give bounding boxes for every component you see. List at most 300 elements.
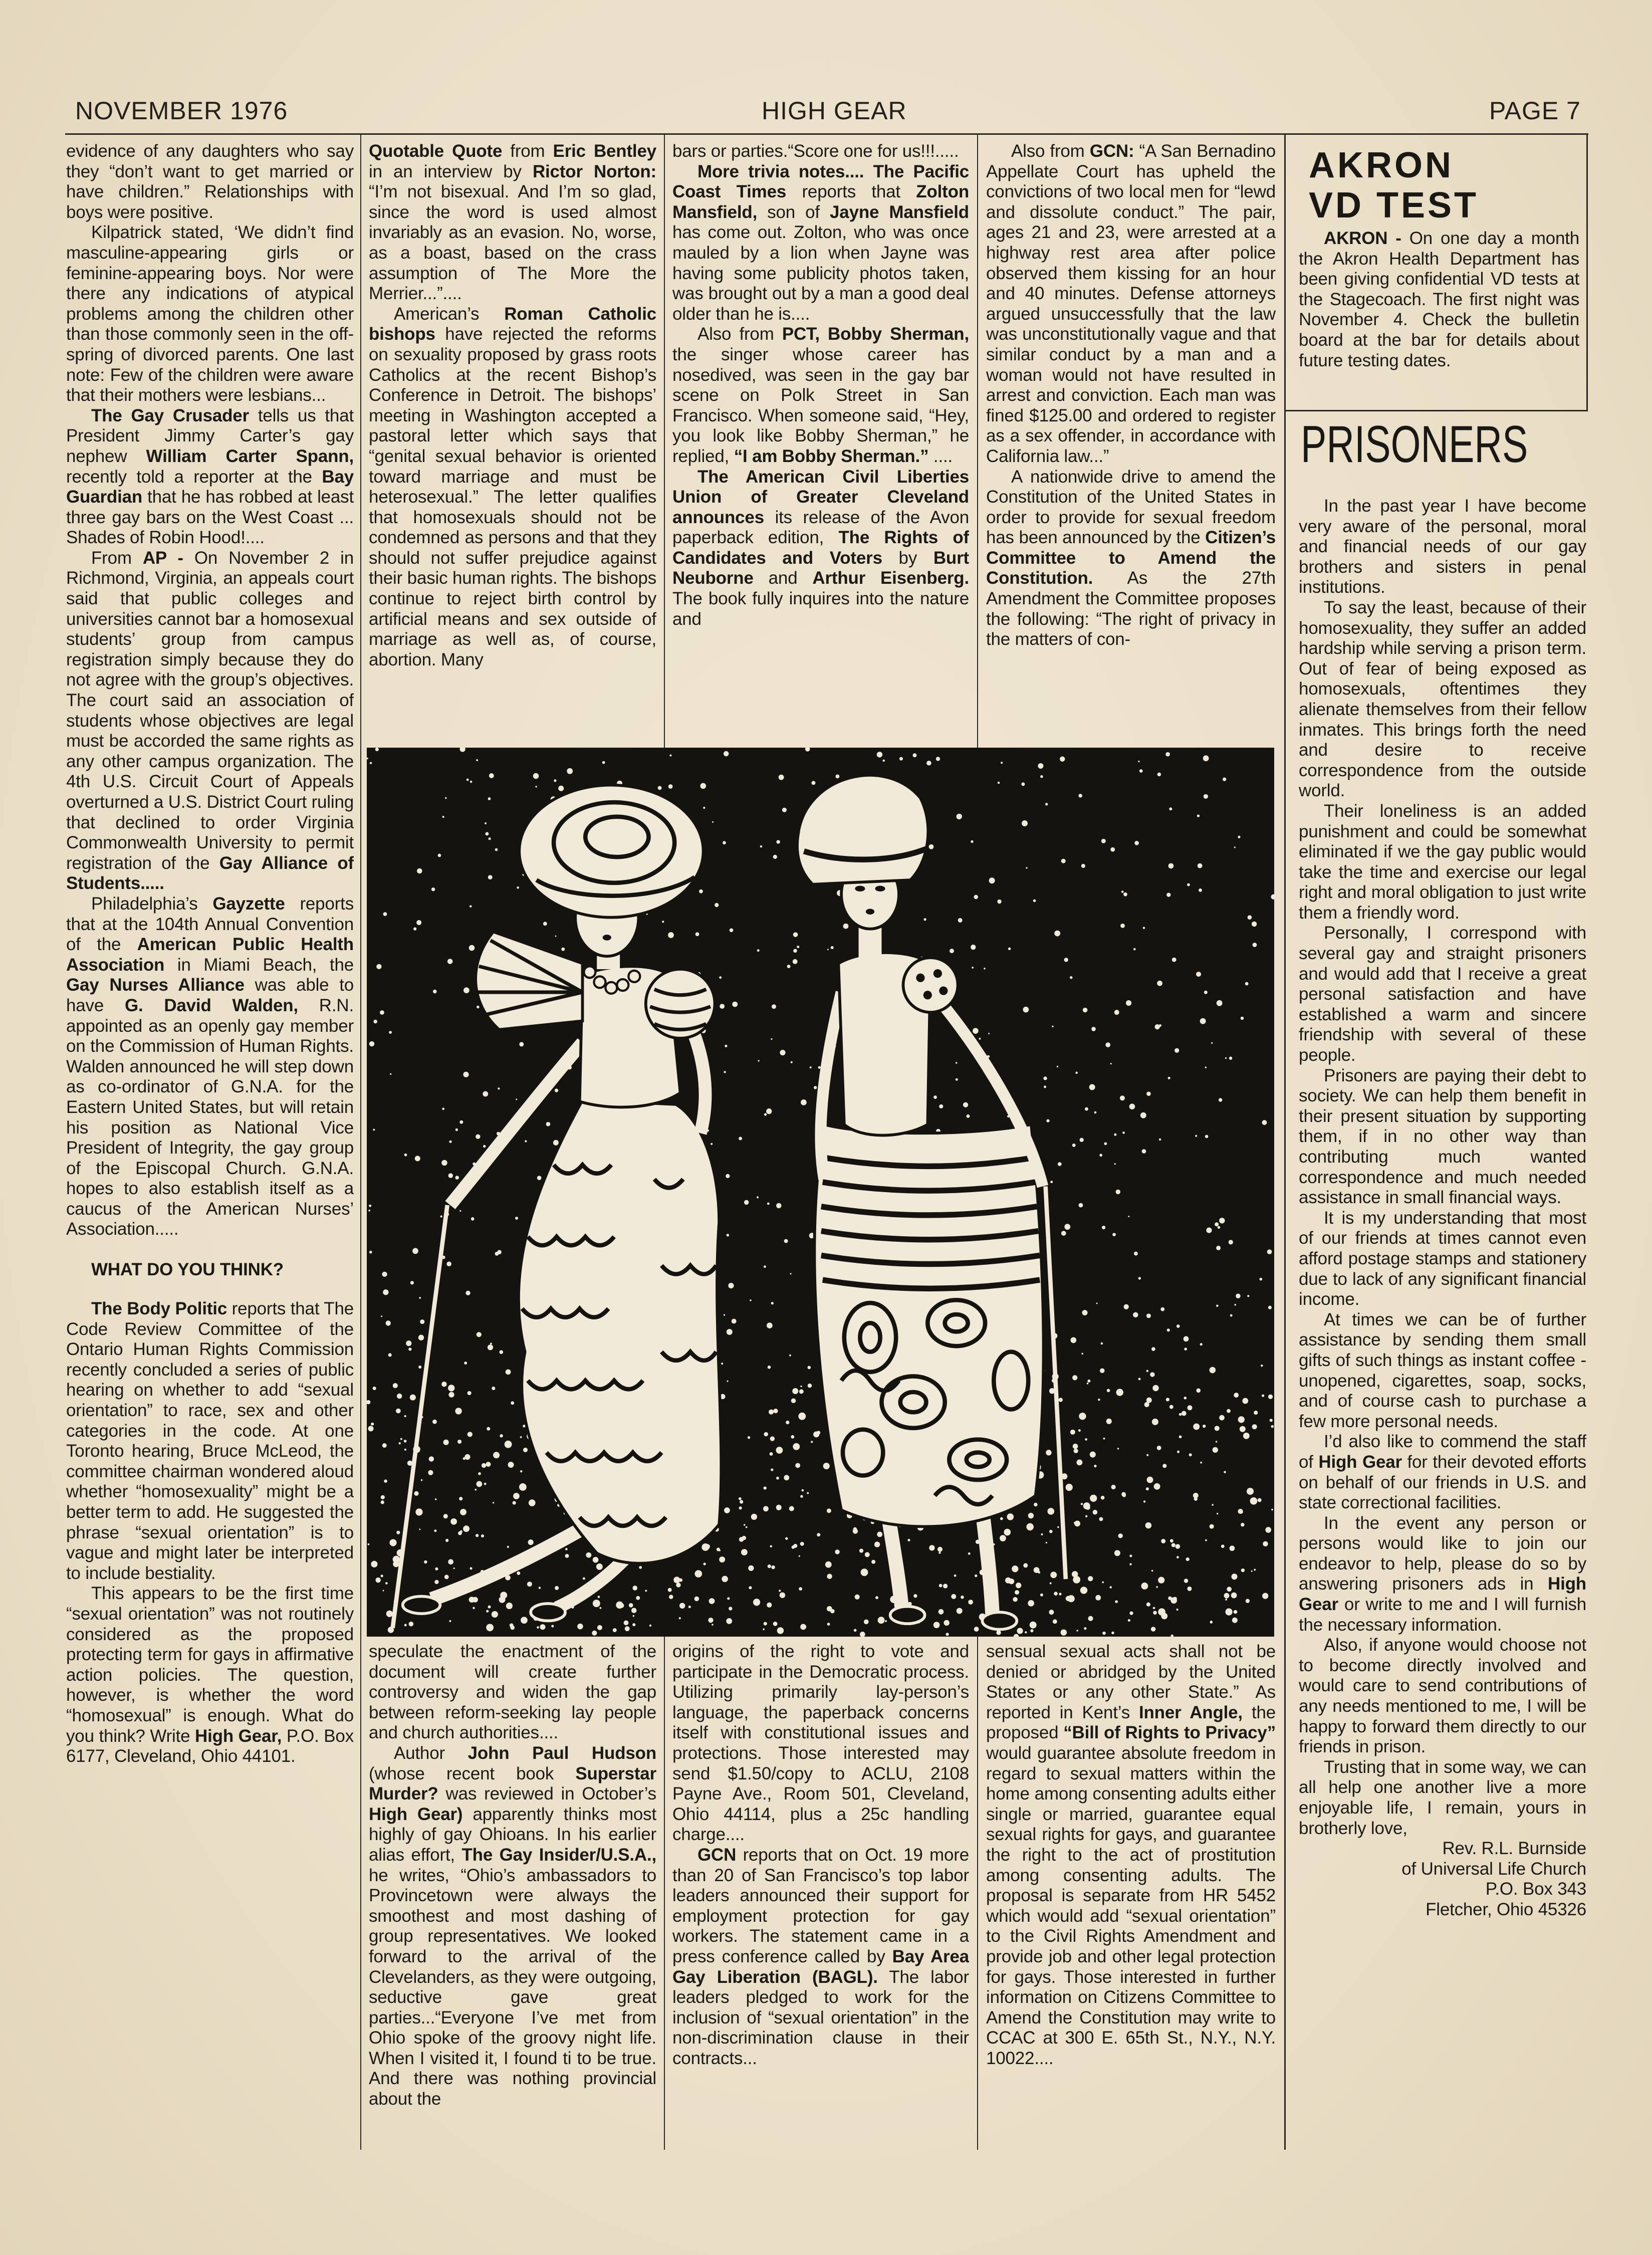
speckle-dot	[719, 1549, 721, 1551]
speckle-dot	[771, 1468, 773, 1471]
text-run: Trusting that in some way, we can all help one another live a more enjoyable life, I remain, yours in brotherly love,	[1299, 1757, 1586, 1838]
speckle-dot	[385, 1582, 388, 1585]
speckle-dot	[668, 932, 674, 938]
bold-text-run: GCN:	[1089, 141, 1134, 161]
speckle-dot	[899, 757, 903, 761]
speckle-dot	[1094, 1465, 1096, 1467]
speckle-dot	[1203, 1425, 1206, 1428]
speckle-dot	[808, 1384, 812, 1388]
speckle-dot	[469, 945, 475, 951]
speckle-dot	[1245, 982, 1249, 986]
speckle-dot	[1268, 1306, 1272, 1309]
speckle-dot	[801, 1099, 807, 1105]
bold-text-run: Gay Nurses Alliance	[66, 975, 245, 995]
text-run: was able to have	[66, 975, 354, 1015]
speckle-dot	[1061, 1629, 1067, 1635]
paragraph	[1299, 1757, 1586, 1839]
text-run: for their devoted efforts on behalf of our friends in U.S. and state correctional facilities.	[1299, 1452, 1586, 1513]
speckle-dot	[499, 1597, 506, 1603]
section-heading: WHAT DO YOU THINK?	[91, 1260, 284, 1280]
speckle-dot	[1045, 803, 1048, 805]
speckle-dot	[1102, 1632, 1106, 1635]
speckle-dot	[1129, 1554, 1132, 1557]
speckle-dot	[784, 1239, 788, 1243]
speckle-dot	[558, 786, 564, 791]
speckle-dot	[1210, 1524, 1214, 1529]
speckle-dot	[721, 1363, 723, 1365]
speckle-dot	[1205, 1066, 1207, 1068]
speckle-dot	[1252, 922, 1257, 927]
speckle-dot	[1196, 1389, 1201, 1393]
speckle-dot	[528, 1539, 534, 1545]
speckle-dot	[1122, 1493, 1126, 1497]
speckle-dot	[1230, 1314, 1233, 1317]
speckle-dot	[1026, 867, 1027, 868]
speckle-dot	[817, 1533, 820, 1536]
speckle-dot	[1139, 769, 1143, 773]
speckle-dot	[1138, 761, 1139, 762]
continued-paragraph	[672, 141, 969, 162]
bold-text-run: Rictor Norton:	[532, 161, 656, 181]
speckle-dot	[1172, 958, 1176, 962]
speckle-dot	[1186, 1557, 1190, 1561]
speckle-dot	[1199, 888, 1202, 892]
speckle-dot	[463, 987, 469, 993]
speckle-dot	[1044, 1085, 1046, 1088]
speckle-dot	[1213, 1447, 1218, 1453]
text-run: and	[753, 568, 813, 588]
speckle-dot	[467, 1432, 473, 1437]
speckle-dot	[1096, 1302, 1098, 1304]
speckle-dot	[968, 1600, 973, 1605]
speckle-dot	[1240, 1426, 1246, 1432]
speckle-dot	[632, 1623, 635, 1626]
speckle-dot	[1057, 1066, 1058, 1067]
speckle-dot	[1246, 1599, 1250, 1603]
text-run: would guarantee absolute freedom in regard to sexual matters within the home among consenting adults either single or married, guarantee equal sexual rights for gays, and guarantee the right to the act of prostitution among consenting adults. The proposal is separate from HR 5452 which would add “sexual orientation” to the Civil Rights Amendment and provide job and other legal protection for gays. Those interested in further information on Citizens Committee to Amend the Constitution may write to CCAC at 300 E. 65th St., N.Y., N.Y. 10022....	[986, 1743, 1276, 2068]
speckle-dot	[946, 1633, 949, 1636]
speckle-dot	[769, 1410, 774, 1415]
speckle-dot	[1161, 1539, 1165, 1543]
speckle-dot	[1238, 1509, 1243, 1514]
speckle-dot	[1008, 948, 1011, 950]
speckle-dot	[1262, 1120, 1267, 1125]
speckle-dot	[764, 1486, 767, 1489]
speckle-dot	[1030, 1629, 1033, 1632]
speckle-dot	[1170, 1539, 1173, 1542]
speckle-dot	[555, 936, 557, 937]
speckle-dot	[1114, 1163, 1116, 1165]
speckle-dot	[785, 1537, 788, 1540]
speckle-dot	[746, 1526, 748, 1528]
speckle-dot	[1054, 1592, 1058, 1596]
speckle-dot	[1121, 890, 1124, 893]
speckle-dot	[1052, 1026, 1053, 1027]
speckle-dot	[520, 1436, 522, 1438]
speckle-dot	[567, 768, 573, 774]
speckle-dot	[823, 1463, 830, 1469]
speckle-dot	[744, 1200, 749, 1205]
speckle-dot	[418, 1366, 421, 1369]
speckle-dot	[703, 807, 705, 809]
speckle-dot	[417, 868, 422, 874]
signature-line: Rev. R.L. Burnside	[1442, 1839, 1586, 1859]
text-run: reports that on Oct. 19 more than 20 of San Francisco’s top labor leaders announced their support for employment protection for gay workers. The statement came in a press conference called by	[672, 1845, 969, 1966]
speckle-dot	[1087, 1380, 1090, 1383]
speckle-dot	[791, 1061, 793, 1063]
speckle-dot	[767, 1322, 773, 1328]
speckle-dot	[476, 1534, 479, 1537]
speckle-dot	[1250, 1497, 1258, 1505]
speckle-dot	[583, 1577, 585, 1580]
speckle-dot	[383, 1289, 388, 1295]
speckle-dot	[636, 1596, 640, 1600]
speckle-dot	[1225, 1057, 1227, 1059]
bold-text-run: G. David Walden,	[124, 995, 298, 1015]
speckle-dot	[529, 1499, 536, 1506]
speckle-dot	[1110, 847, 1115, 852]
speckle-dot	[793, 1443, 800, 1450]
speckle-dot	[1120, 1095, 1125, 1100]
speckle-dot	[1116, 1389, 1123, 1396]
speckle-dot	[1229, 1240, 1233, 1244]
column-rule	[664, 1637, 665, 2150]
speckle-dot	[382, 1443, 387, 1448]
speckle-dot	[410, 1281, 414, 1284]
text-run: speculate the enactment of the document will create further controversy and widen the gap between reform-seeking lay people and church authorities....	[369, 1642, 656, 1743]
speckle-dot	[694, 1570, 702, 1577]
speckle-dot	[521, 1617, 528, 1624]
speckle-dot	[463, 1525, 469, 1532]
speckle-dot	[368, 1210, 370, 1212]
text-run: or write to me and I will furnish the necessary information.	[1299, 1595, 1586, 1635]
speckle-dot	[1174, 1048, 1179, 1053]
speckle-dot	[447, 959, 453, 964]
speckle-dot	[592, 1631, 597, 1636]
speckle-dot	[831, 946, 834, 949]
speckle-dot	[431, 887, 435, 891]
speckle-dot	[1189, 1453, 1192, 1456]
speckle-dot	[771, 1565, 775, 1569]
speckle-dot	[1088, 1576, 1093, 1581]
speckle-dot	[1258, 1498, 1262, 1502]
speckle-dot	[1074, 1522, 1076, 1524]
left-dancer-shoe	[531, 1604, 565, 1621]
speckle-dot	[1064, 1224, 1070, 1230]
speckle-dot	[396, 1531, 400, 1534]
speckle-dot	[490, 1342, 492, 1344]
speckle-dot	[393, 1556, 400, 1563]
speckle-dot	[1231, 1573, 1237, 1580]
speckle-dot	[448, 1392, 454, 1398]
speckle-dot	[408, 1347, 411, 1350]
speckle-dot	[492, 1387, 495, 1390]
speckle-dot	[1224, 1593, 1230, 1599]
speckle-dot	[1226, 1609, 1233, 1616]
speckle-dot	[432, 1420, 437, 1424]
speckle-dot	[877, 1532, 882, 1537]
speckle-dot	[551, 1625, 554, 1628]
speckle-dot	[924, 918, 926, 921]
continued-paragraph	[369, 1642, 656, 1743]
speckle-dot	[510, 1623, 514, 1627]
speckle-dot	[453, 1567, 455, 1569]
speckle-dot	[771, 1038, 772, 1040]
speckle-dot	[1223, 778, 1226, 781]
speckle-dot	[799, 1555, 800, 1557]
text-run: “I’m not bisexual. And I’m so glad, since the word is used almost invariably as an evasion. No, worse, as a boast, based on the crass assumption of The More the Merrier...”....	[369, 182, 656, 304]
speckle-dot	[1230, 1545, 1235, 1551]
speckle-dot	[1129, 1563, 1131, 1565]
speckle-dot	[382, 1272, 387, 1277]
speckle-dot	[861, 1568, 868, 1576]
right-dancer-shoe	[890, 1607, 925, 1624]
speckle-dot	[1124, 1304, 1129, 1309]
speckle-dot	[1058, 1162, 1062, 1166]
speckle-dot	[971, 945, 976, 950]
speckle-dot	[1238, 836, 1240, 838]
speckle-dot	[668, 1588, 672, 1592]
speckle-dot	[1259, 1278, 1262, 1281]
speckle-dot	[1193, 1423, 1200, 1430]
speckle-dot	[1146, 1091, 1151, 1096]
speckle-dot	[709, 1598, 715, 1604]
speckle-dot	[506, 1603, 513, 1609]
paragraph	[986, 467, 1276, 650]
speckle-dot	[1085, 1515, 1087, 1517]
text-run: Philadelphia’s	[91, 893, 213, 914]
speckle-dot	[740, 1500, 743, 1503]
speckle-dot	[958, 918, 963, 923]
speckle-dot	[525, 1140, 527, 1142]
speckle-dot	[483, 1091, 488, 1097]
speckle-dot	[520, 1470, 522, 1472]
text-run: son of	[757, 202, 830, 222]
speckle-dot	[645, 1590, 647, 1592]
bold-text-run: Gayzette	[212, 893, 285, 914]
speckle-dot	[1098, 1399, 1100, 1401]
speckle-dot	[753, 1599, 760, 1606]
speckle-dot	[450, 1518, 457, 1525]
column-4-bottom	[986, 1642, 1276, 2150]
speckle-dot	[791, 1398, 796, 1403]
text-run: “A San Bernadino Appellate Court has upheld the convictions of two local men for “lewd and dissolute conduct.” The pair, ages 21 and 23, were arrested at a highway rest area after police observed them kissing for an hour and 40 minutes. Defense attorneys argued unsuccessfully that the law was unconstitutionally vague and that similar conduct by a man and a woman would not have resulted in arrest and conviction. Each man was fined $125.00 and ordered to register as a sex offender, in accordance with California law...”	[986, 141, 1276, 466]
bold-text-run: Jayne Mansfield	[830, 202, 969, 222]
bold-text-run: High Gear	[1318, 1452, 1402, 1472]
speckle-dot	[1101, 1342, 1103, 1345]
speckle-dot	[1252, 1424, 1257, 1429]
text-run: Prisoners are paying their debt to society. We can help them benefit in their present situation by supporting them, if in no other way than contributing much wanted correspondence and much needed assistance in small financial ways.	[1299, 1065, 1586, 1208]
speckle-dot	[936, 757, 940, 761]
speckle-dot	[406, 1340, 411, 1346]
speckle-dot	[1110, 1063, 1112, 1064]
speckle-dot	[1168, 1077, 1170, 1079]
speckle-dot	[1033, 899, 1036, 903]
speckle-dot	[1116, 1190, 1120, 1194]
bold-text-run: More trivia notes.... The Pacific Coast Times	[672, 161, 969, 202]
text-run: From	[91, 548, 143, 568]
speckle-dot	[679, 1603, 685, 1609]
speckle-dot	[639, 1566, 642, 1569]
speckle-dot	[1153, 1607, 1155, 1610]
speckle-dot	[1234, 1304, 1236, 1306]
speckle-dot	[523, 1448, 528, 1452]
speckle-dot	[748, 1565, 754, 1571]
speckle-dot	[811, 1441, 813, 1443]
speckle-dot	[543, 922, 547, 926]
speckle-dot	[1114, 1550, 1120, 1556]
speckle-dot	[434, 1580, 438, 1584]
speckle-dot	[448, 1385, 454, 1391]
speckle-dot	[517, 1571, 520, 1575]
speckle-dot	[974, 1627, 979, 1632]
speckle-dot	[535, 786, 537, 787]
speckle-dot	[700, 783, 706, 789]
speckle-dot	[619, 1603, 624, 1608]
speckle-dot	[937, 1547, 942, 1552]
speckle-dot	[1123, 892, 1127, 896]
speckle-dot	[1217, 1000, 1223, 1006]
speckle-dot	[441, 1160, 447, 1166]
speckle-dot	[701, 1543, 709, 1551]
speckle-dot	[800, 1386, 802, 1387]
speckle-dot	[827, 1623, 830, 1626]
speckle-dot	[793, 932, 798, 937]
speckle-dot	[1046, 1119, 1049, 1122]
speckle-dot	[1089, 1084, 1095, 1090]
speckle-dot	[1175, 1544, 1181, 1549]
speckle-dot	[404, 1624, 407, 1627]
speckle-dot	[779, 1590, 781, 1592]
speckle-dot	[1070, 976, 1073, 979]
speckle-dot	[772, 1004, 776, 1009]
speckle-dot	[449, 1620, 451, 1622]
speckle-dot	[463, 1072, 468, 1077]
bold-text-run: “I am Bobby Sherman.”	[734, 446, 929, 466]
speckle-dot	[370, 762, 372, 764]
speckle-dot	[413, 928, 416, 931]
speckle-dot	[764, 1432, 768, 1436]
page-number: PAGE 7	[1489, 97, 1581, 125]
speckle-dot	[988, 1033, 990, 1034]
speckle-dot	[383, 1590, 384, 1592]
speckle-dot	[1000, 1517, 1003, 1520]
speckle-dot	[1261, 1365, 1263, 1367]
speckle-dot	[929, 1545, 934, 1550]
speckle-dot	[546, 1122, 551, 1126]
speckle-dot	[1238, 1416, 1245, 1423]
speckle-dot	[975, 1574, 977, 1577]
speckle-dot	[477, 1481, 483, 1487]
text-run: from	[502, 141, 553, 161]
text-run: recently told a reporter at the	[66, 467, 322, 487]
speckle-dot	[974, 895, 978, 899]
speckle-dot	[386, 1320, 391, 1325]
speckle-dot	[1133, 948, 1136, 951]
speckle-dot	[458, 1531, 462, 1535]
prisoners-article-body	[1299, 496, 1586, 1839]
speckle-dot	[1152, 1385, 1158, 1391]
paragraph	[66, 548, 354, 894]
speckle-dot	[1112, 1233, 1116, 1236]
speckle-dot	[517, 886, 519, 889]
speckle-dot	[508, 1462, 514, 1468]
speckle-dot	[1177, 1451, 1179, 1453]
bold-text-run: Zolton Mansfield,	[672, 182, 969, 222]
speckle-dot	[1117, 1448, 1119, 1449]
speckle-dot	[799, 1389, 804, 1394]
speckle-dot	[727, 1381, 729, 1382]
speckle-dot	[1144, 1402, 1149, 1407]
speckle-dot	[810, 1066, 812, 1068]
right-dancer-sleeve	[903, 958, 958, 1012]
speckle-dot	[455, 1129, 458, 1131]
speckle-dot	[1083, 1008, 1087, 1012]
speckle-dot	[1188, 1405, 1193, 1410]
speckle-dot	[1022, 820, 1028, 826]
speckle-dot	[442, 1107, 444, 1110]
speckle-dot	[1017, 1628, 1023, 1634]
speckle-dot	[419, 1297, 421, 1299]
speckle-dot	[724, 751, 729, 757]
speckle-dot	[712, 821, 714, 823]
text-run: P.O. Box 6177, Cleveland, Ohio 44101.	[66, 1726, 354, 1766]
speckle-dot	[885, 1620, 887, 1622]
speckle-dot	[859, 1548, 863, 1552]
speckle-dot	[1073, 1576, 1080, 1584]
speckle-dot	[1143, 927, 1145, 929]
speckle-dot	[1064, 958, 1068, 962]
speckle-dot	[730, 928, 734, 932]
speckle-dot	[984, 968, 986, 970]
speckle-dot	[1219, 1098, 1222, 1101]
speckle-dot	[1219, 1415, 1225, 1421]
speckle-dot	[719, 1556, 725, 1562]
speckle-dot	[835, 775, 839, 779]
speckle-dot	[1211, 1042, 1213, 1044]
text-run: has come out. Zolton, who was once mauled by a lion when Jayne was having some publicity photos taken, was brought out by a man a good deal older than he is....	[672, 222, 969, 324]
speckle-dot	[1231, 1593, 1237, 1599]
speckle-dot	[373, 1387, 376, 1390]
speckle-dot	[429, 1456, 434, 1461]
text-run: To say the least, because of their homosexuality, they suffer an added hardship while serving a prison term. Out of fear of being exposed as homosexuals, oftentimes they alienate themselves from their fellow inmates. This brings forth the need and desire to receive correspondence from the outside world.	[1299, 597, 1586, 801]
speckle-dot	[768, 1366, 771, 1369]
speckle-dot	[1224, 1471, 1226, 1473]
speckle-dot	[449, 1141, 451, 1143]
speckle-dot	[1206, 1228, 1212, 1233]
speckle-dot	[1026, 1523, 1034, 1531]
speckle-dot	[495, 1252, 499, 1256]
speckle-dot	[613, 1628, 617, 1632]
speckle-dot	[795, 1463, 800, 1468]
bold-text-run: The Gay Insider/U.S.A.,	[461, 1845, 656, 1865]
speckle-dot	[1105, 1042, 1110, 1047]
bold-text-run: Burt Neuborne	[672, 548, 969, 588]
speckle-dot	[938, 1609, 944, 1615]
text-run: the proposed	[986, 1702, 1276, 1743]
speckle-dot	[1076, 1630, 1078, 1632]
speckle-dot	[739, 1497, 742, 1500]
speckle-dot	[459, 1497, 462, 1500]
speckle-dot	[1021, 782, 1025, 786]
speckle-dot	[676, 1583, 680, 1587]
speckle-dot	[1241, 1523, 1245, 1527]
speckle-dot	[389, 1539, 396, 1546]
text-run: On one day a month the Akron Health Department has been giving confidential VD tests at the Stagecoach. The first night was November 4. Check the bulletin board at the bar for details about future testing dates.	[1299, 229, 1579, 370]
speckle-dot	[555, 1088, 558, 1092]
speckle-dot	[1234, 1610, 1238, 1614]
speckle-dot	[397, 1394, 402, 1399]
